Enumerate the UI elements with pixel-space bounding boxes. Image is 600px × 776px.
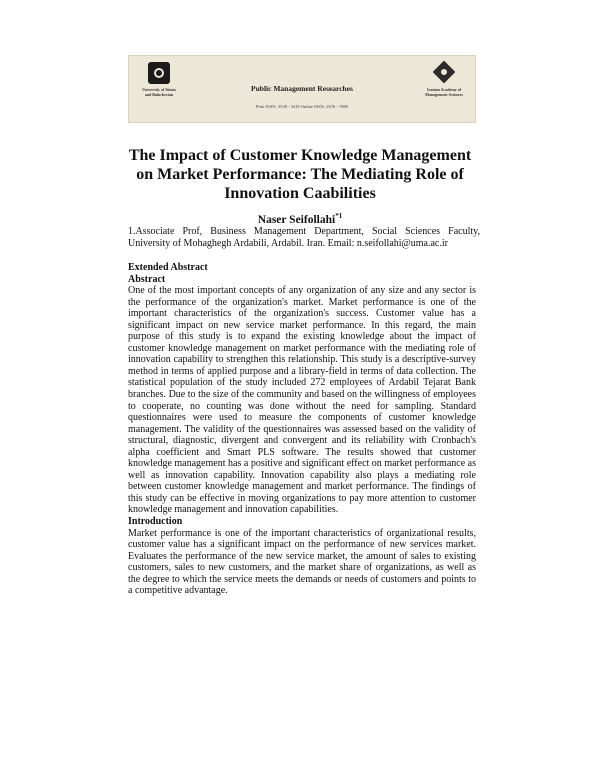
academy-emblem-icon (433, 62, 455, 84)
author-superscript: *1 (335, 212, 343, 220)
journal-banner (128, 55, 476, 123)
abstract-heading: Abstract (128, 273, 166, 285)
extended-abstract-heading: Extended Abstract (128, 262, 208, 273)
journal-name: Public Management Researches (251, 84, 353, 93)
university-logo (139, 62, 179, 97)
issn-line: Print ISSN: 2538 - 3418 Online ISSN: 2676 - 7880 (255, 104, 349, 109)
academy-logo-caption: Iranian Academy of Management Sciences (425, 87, 463, 97)
author-name: Naser Seifollahi (257, 213, 336, 226)
paper-body (128, 262, 476, 597)
abstract-paragraph: One of the most important concepts of any organization of any size and any sector is the performance of the organization's market. Market performance is one of the important characteristics of the organization's success. Customer value has a significant impact on new service market performance. In this regard, the main purpose of this study is to expand the existing knowledge about the impact of customer knowledge management on market performance with the mediating role of innovation capability to strengthen this relationship. This study is a descriptive-survey method in terms of applied purpose and a library-field in terms of data collection. The statistical population of the study included 272 employees of Ardabil Tejarat Bank branches. Due to the size of the community and based on the willingness of employees to cooperate, no counting was done without the need for sampling. Standard questionnaires were used to measure the components of customer knowledge management. The validity of the questionnaires was assessed based on the validity of structural, diagnostic, divergent and convergent and its reliability with Cronbach's alpha coefficient and Smart PLS software. The results showed that customer knowledge management has a positive and significant effect on market performance as well as innovation capability. Innovation capability also plays a mediating role between customer knowledge management and market performance. The findings of this study can be effective in moving organizations to pay more attention to customer knowledge management and innovation capabilities. (128, 285, 476, 516)
introduction-heading: Introduction (128, 516, 183, 528)
university-logo-caption: University of Sistan and Baluchestan (142, 87, 176, 97)
academy-logo (423, 62, 465, 97)
author-affiliation: 1.Associate Prof, Business Management Department, Social Sciences Faculty, University of Mohaghegh Ardabili, Ardabil. Iran. Email: n.seifollahi@uma.ac.ir (128, 226, 480, 249)
author-line (0, 212, 600, 226)
university-emblem-icon (148, 62, 170, 84)
introduction-paragraph: Market performance is one of the important characteristics of organizational results, customer value has a significant impact on the performance of new services market. Evaluates the performance of the new service market, the amount of sales to existing customers, sales to new customers, and the market share of organizations, as well as the degree to which the service meets the demands or needs of customers and points to a competitive advantage. (128, 527, 476, 597)
paper-title: The Impact of Customer Knowledge Management on Market Performance: The Mediating Role of Innovation Caabilities (128, 147, 472, 202)
